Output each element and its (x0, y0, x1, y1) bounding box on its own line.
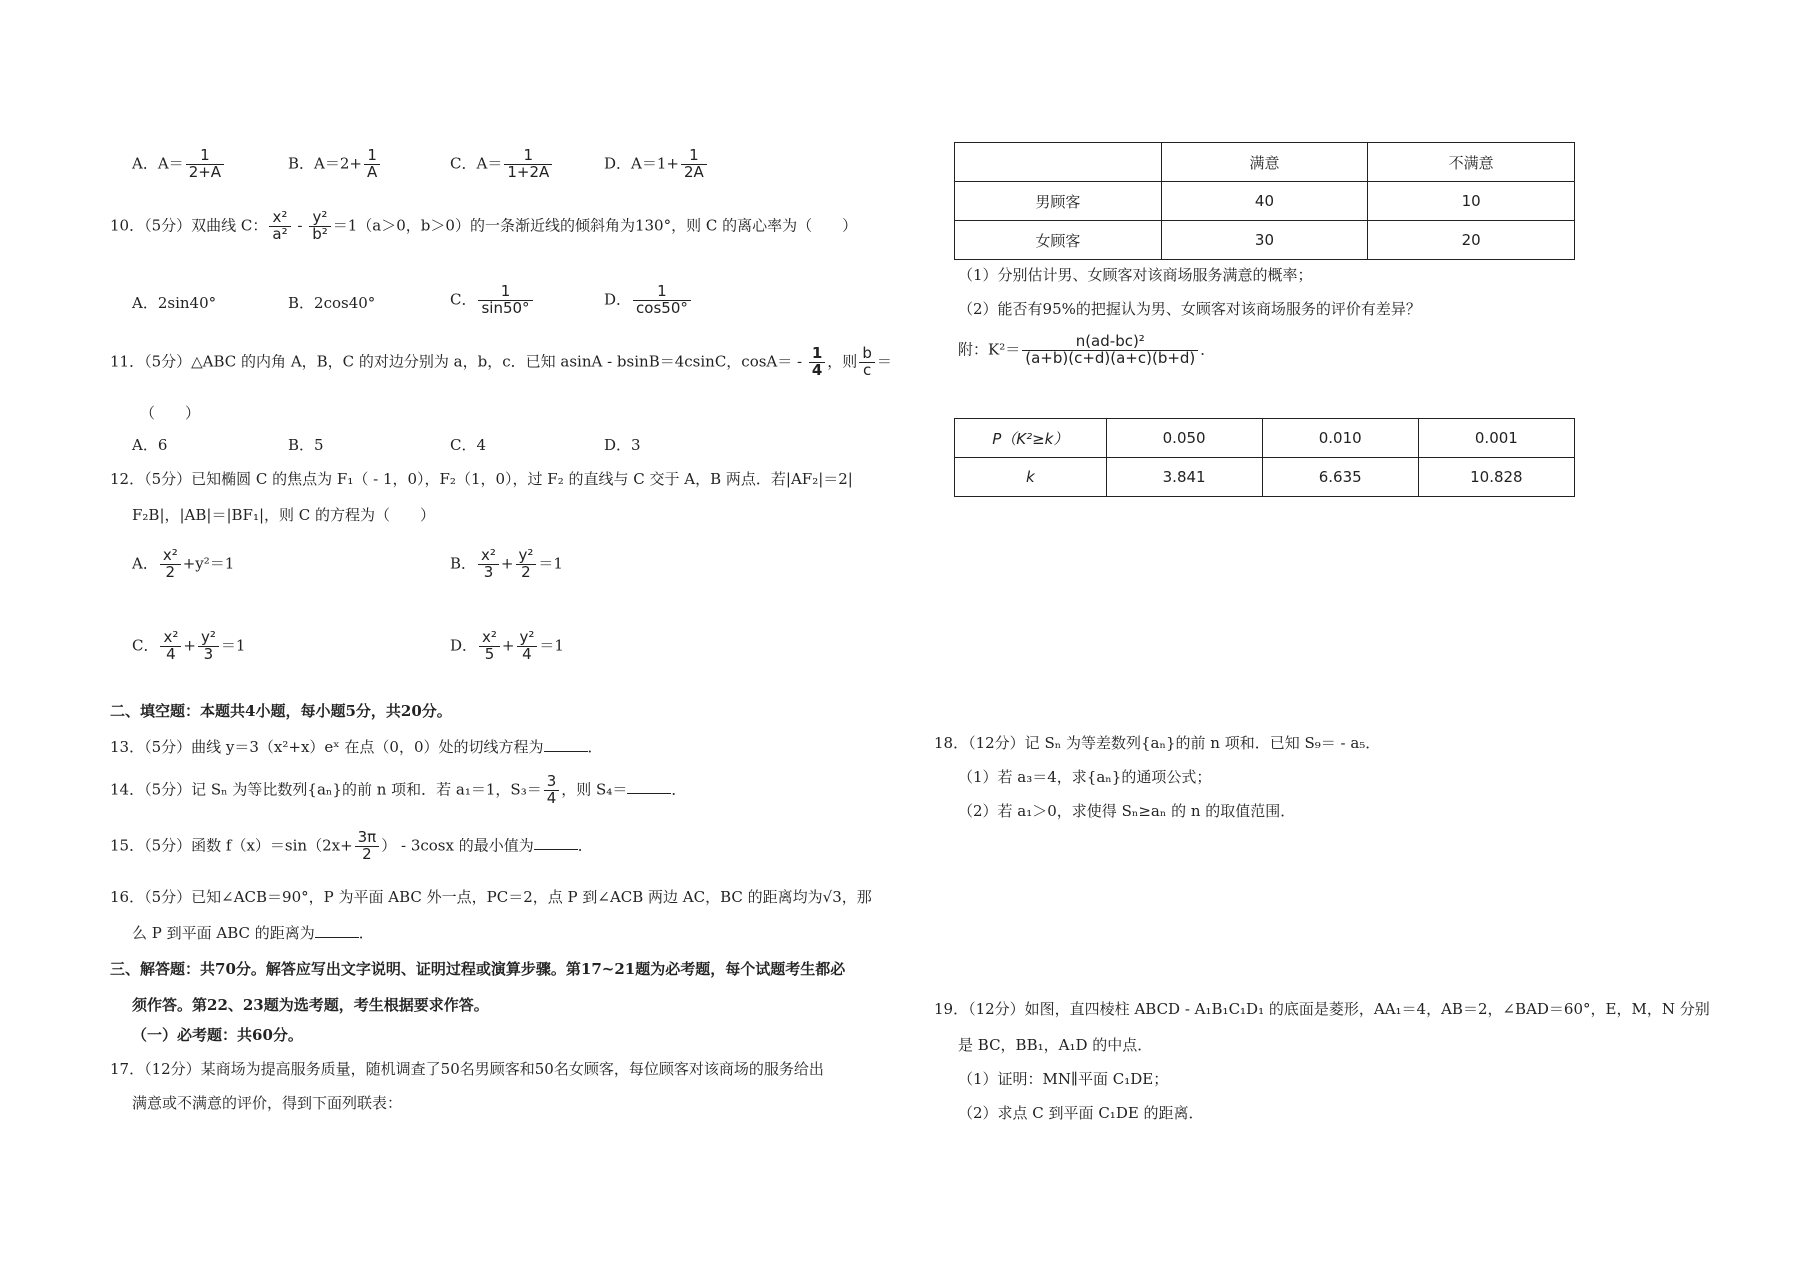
section-3-heading-line1: 三、解答题：共70分。解答应写出文字说明、证明过程或演算步骤。第17~21题为必考题，每个试题考生都必 (110, 960, 846, 978)
q19-line2: 是 BC，BB₁，A₁D 的中点． (958, 1036, 1153, 1054)
fraction (355, 830, 380, 863)
q12-option-d (450, 630, 564, 663)
formula-end: ． (1200, 340, 1216, 359)
q9-option-b (288, 148, 382, 181)
numerator: x² (478, 548, 499, 565)
numerator: 1 (364, 148, 380, 165)
numerator: y² (309, 210, 331, 227)
section-3-heading-line2: 须作答。第22、23题为选考题，考生根据要求作答。 (132, 996, 489, 1014)
q10-option-d (604, 284, 693, 317)
numerator: x² (269, 210, 290, 227)
option-rest: ＝1 (539, 636, 564, 655)
option-lhs: A＝2+ (314, 154, 362, 173)
answer-blank (627, 778, 671, 794)
question-10 (110, 210, 857, 243)
denominator: (a+b)(c+d)(a+c)(b+d) (1025, 348, 1196, 367)
plus-sign: + (500, 554, 514, 573)
fraction (681, 148, 707, 181)
fraction (517, 630, 538, 663)
section-2-heading: 二、填空题：本题共4小题，每小题5分，共20分。 (110, 702, 452, 720)
plus-sign: + (183, 636, 196, 655)
numerator: 1 (186, 148, 224, 165)
question-13 (110, 736, 603, 757)
denominator: c (862, 360, 872, 379)
q19-part2: （2）求点 C 到平面 C₁DE 的距离． (958, 1104, 1204, 1122)
numerator: b (859, 346, 875, 363)
q17-part1: （1）分别估计男、女顾客对该商场服务满意的概率； (958, 266, 1313, 284)
q10-option-a: A．2sin40° (132, 294, 217, 312)
table-cell: 0.050 (1106, 419, 1262, 458)
option-lhs: A＝ (157, 154, 184, 173)
numerator: x² (160, 548, 181, 565)
table-cell: 30 (1161, 221, 1368, 260)
q10-option-c (450, 284, 535, 317)
denominator: 4 (811, 360, 823, 379)
fraction (809, 346, 825, 379)
answer-blank (315, 922, 359, 938)
q9-option-c (450, 148, 554, 181)
numerator: 1 (681, 148, 707, 165)
q11-option-c: C．4 (450, 436, 487, 454)
table-row (955, 458, 1575, 497)
denominator: 2 (362, 844, 372, 863)
q10-option-b: B．2cos40° (288, 294, 376, 312)
fraction (479, 630, 500, 663)
q19-part1: （1）证明：MN∥平面 C₁DE； (958, 1070, 1169, 1088)
denominator: 5 (484, 644, 495, 663)
table-cell: 10 (1368, 182, 1575, 221)
q15-prefix: 15．（5分）函数 f（x）＝sin（2x+ (110, 836, 353, 855)
fraction (544, 774, 560, 807)
q12-line1: 12．（5分）已知椭圆 C 的焦点为 F₁（ - 1，0），F₂（1，0），过 F₂ 的直线与 C 交于 A，B 两点．若|AF₂|＝2| (110, 470, 853, 488)
q10-suffix: ＝1（a＞0，b＞0）的一条渐近线的倾斜角为130°，则 C 的离心率为（ ） (332, 216, 858, 235)
table-cell: 女顾客 (955, 221, 1162, 260)
option-label: D． (450, 636, 478, 655)
q16-line1: 16．（5分）已知∠ACB＝90°，P 为平面 ABC 外一点，PC＝2，点 P 到∠ACB 两边 AC，BC 的距离均为√3，那 (110, 888, 872, 906)
denominator: a² (272, 224, 288, 243)
numerator: y² (198, 630, 219, 647)
option-label: A． (132, 154, 158, 173)
q18-line1: 18．（12分）记 Sₙ 为等差数列{aₙ}的前 n 项和．已知 S₉＝ - a₅． (934, 734, 1381, 752)
q13-end: ． (587, 738, 603, 756)
q11-option-b: B．5 (288, 436, 324, 454)
fraction (478, 284, 532, 317)
fraction (633, 284, 691, 317)
q14-prefix: 14．（5分）记 Sₙ 为等比数列{aₙ}的前 n 项和．若 a₁＝1，S₃＝ (110, 780, 542, 799)
denominator: 1+2A (507, 162, 550, 181)
numerator: n(ad-bc)² (1022, 334, 1198, 351)
denominator: 4 (166, 644, 176, 663)
denominator: 2 (165, 562, 176, 581)
denominator: 4 (546, 788, 557, 807)
denominator: 2+A (188, 162, 222, 181)
k-squared-formula (958, 334, 1215, 367)
fraction (364, 148, 380, 181)
fraction (516, 548, 537, 581)
q19-line1: 19．（12分）如图，直四棱柱 ABCD - A₁B₁C₁D₁ 的底面是菱形，AA₁＝4，AB＝2，∠BAD＝60°，E，M，N 分别 (934, 1000, 1710, 1018)
fraction (859, 346, 875, 379)
answer-blank (544, 736, 588, 752)
table-cell: 40 (1161, 182, 1368, 221)
q18-part2: （2）若 a₁＞0，求使得 Sₙ≥aₙ 的 n 的取值范围． (958, 802, 1296, 820)
numerator: y² (516, 548, 537, 565)
table-cell: 男顾客 (955, 182, 1162, 221)
table-cell: k (955, 458, 1107, 497)
q12-option-c (132, 630, 245, 663)
q17-part2: （2）能否有95%的把握认为男、女顾客对该商场服务的评价有差异？ (958, 300, 1421, 318)
fraction (198, 630, 219, 663)
table-row (955, 182, 1575, 221)
table-cell: 20 (1368, 221, 1575, 260)
q15-suffix: ） - 3cosx 的最小值为 (381, 836, 534, 855)
equals: ＝ (876, 352, 892, 371)
fraction (160, 630, 181, 663)
q10-prefix: 10．（5分）双曲线 C： (110, 216, 268, 235)
numerator: 1 (809, 346, 825, 363)
table-cell: P（K²≥k） (955, 419, 1107, 458)
option-rest: ＝1 (538, 554, 563, 573)
numerator: 3 (544, 774, 560, 791)
table-cell: 6.635 (1262, 458, 1418, 497)
answer-blank (534, 834, 578, 850)
q18-part1: （1）若 a₃＝4，求{aₙ}的通项公式； (958, 768, 1212, 786)
table-cell: 10.828 (1418, 458, 1574, 497)
section-3a-heading: （一）必考题：共60分。 (132, 1026, 303, 1044)
denominator: A (366, 162, 378, 181)
fraction (160, 548, 181, 581)
denominator: cos50° (636, 298, 688, 317)
fraction (309, 210, 331, 243)
minus-sign: - (292, 216, 308, 235)
q13-text: 13．（5分）曲线 y＝3（x²+x）eˣ 在点（0，0）处的切线方程为 (110, 738, 544, 756)
table-header-cell: 满意 (1161, 143, 1368, 182)
option-lhs: A＝ (476, 154, 503, 173)
denominator: 2A (683, 162, 704, 181)
table-row (955, 221, 1575, 260)
denominator: 2 (521, 562, 531, 581)
denominator: 4 (522, 644, 532, 663)
q12-option-a (132, 548, 234, 581)
denominator: sin50° (481, 298, 530, 317)
numerator: 1 (504, 148, 552, 165)
q11-option-a: A．6 (132, 436, 168, 454)
table-header-cell (955, 143, 1162, 182)
fraction (186, 148, 224, 181)
numerator: 3π (355, 830, 380, 847)
table-cell: 0.010 (1262, 419, 1418, 458)
option-rest: ＝1 (220, 636, 246, 655)
numerator: x² (160, 630, 181, 647)
option-lhs: A＝1+ (631, 154, 679, 173)
fraction (269, 210, 290, 243)
q14-suffix: ，则 S₄＝ (561, 780, 628, 799)
q12-line2: F₂B|，|AB|＝|BF₁|，则 C 的方程为（ ） (132, 506, 436, 524)
option-label: C． (450, 154, 477, 173)
q11-paren: （ ） (140, 404, 201, 422)
option-label: A． (132, 554, 158, 573)
q9-option-a (132, 148, 226, 181)
option-label: B． (450, 554, 477, 573)
plus-sign: + (501, 636, 515, 655)
question-11 (110, 346, 892, 379)
numerator: 1 (478, 284, 532, 301)
q11-option-d: D．3 (604, 436, 641, 454)
formula-prefix: 附：K²＝ (958, 340, 1021, 359)
table-row (955, 419, 1575, 458)
denominator: 3 (483, 562, 494, 581)
numerator: 1 (633, 284, 691, 301)
option-rest: +y²＝1 (182, 554, 235, 573)
option-label: C． (132, 636, 159, 655)
q12-option-b (450, 548, 563, 581)
fraction (1022, 334, 1198, 367)
denominator: 3 (203, 644, 214, 663)
numerator: y² (517, 630, 538, 647)
table-row (955, 143, 1575, 182)
table-cell: 0.001 (1418, 419, 1574, 458)
q16-line2-text: 么 P 到平面 ABC 的距离为 (132, 924, 315, 942)
table-cell: 3.841 (1106, 458, 1262, 497)
q17-line2: 满意或不满意的评价，得到下面列联表： (132, 1094, 403, 1112)
option-label: B． (288, 154, 315, 173)
q9-option-d (604, 148, 709, 181)
numerator: x² (479, 630, 500, 647)
question-14 (110, 774, 686, 807)
q16-line2 (132, 922, 374, 943)
q11-mid: ，则 (827, 352, 858, 371)
denominator: b² (312, 224, 328, 243)
q17-line1: 17．（12分）某商场为提高服务质量，随机调查了50名男顾客和50名女顾客，每位顾客对该商场的服务给出 (110, 1060, 824, 1078)
q14-end: ． (671, 780, 687, 799)
fraction (478, 548, 499, 581)
q15-end: ． (577, 836, 593, 855)
table-header-cell: 不满意 (1368, 143, 1575, 182)
critical-value-table (954, 418, 1575, 497)
q11-prefix: 11．（5分）△ABC 的内角 A，B，C 的对边分别为 a，b，c．已知 asinA - bsinB＝4csinC，cosA＝ - (110, 352, 807, 371)
option-label: D． (604, 290, 632, 309)
option-label: D． (604, 154, 632, 173)
question-15 (110, 830, 593, 863)
q16-end: ． (358, 924, 374, 942)
fraction (504, 148, 552, 181)
contingency-table (954, 142, 1575, 260)
option-label: C． (450, 290, 477, 309)
